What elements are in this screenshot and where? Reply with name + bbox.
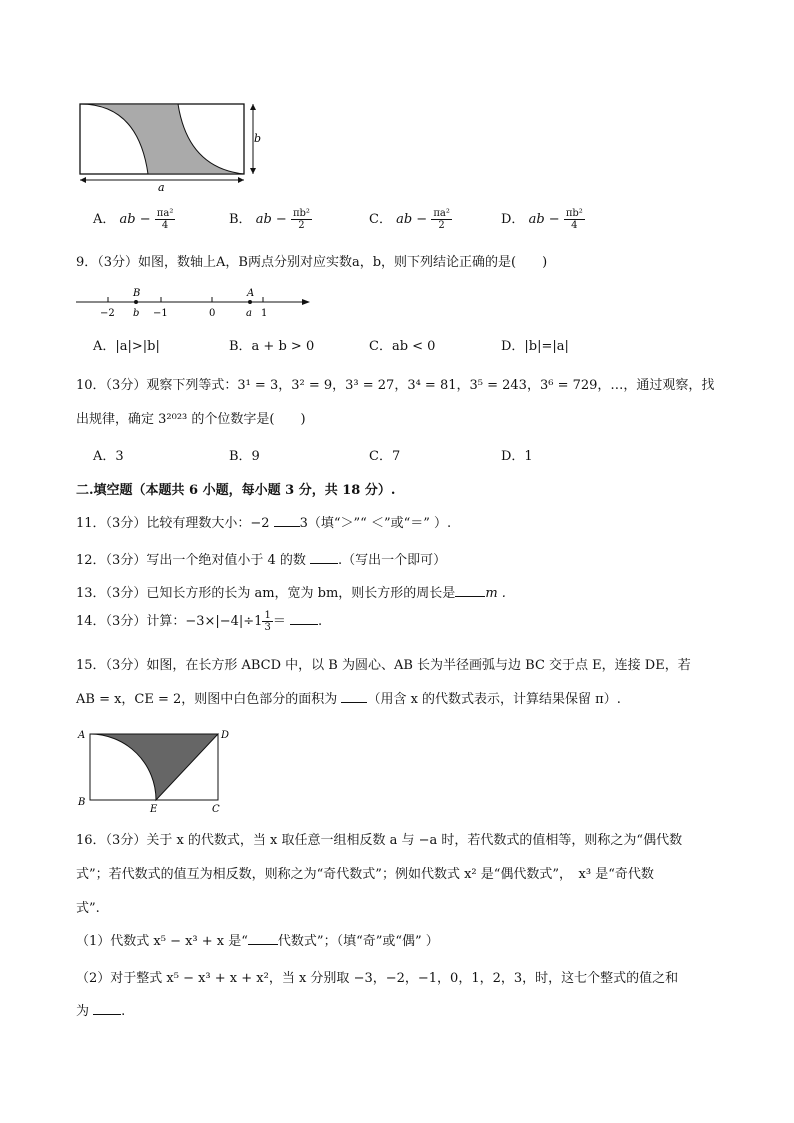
- q14-text-post: .: [318, 614, 323, 629]
- answer-blank[interactable]: [248, 944, 278, 945]
- q14: [76, 610, 322, 633]
- q10-option-b[interactable]: B．9: [229, 449, 260, 464]
- q8-option-b[interactable]: [229, 208, 312, 231]
- vertex-c: C: [212, 804, 220, 815]
- q12-text: 12．（3分）写出一个绝对值小于 4 的数: [76, 553, 310, 568]
- q12-text-post: .（写出一个即可）: [337, 553, 447, 568]
- answer-blank[interactable]: [274, 526, 300, 527]
- point-b-label: B: [133, 288, 141, 299]
- q14-text: 14．（3分）计算：−3×|−4|÷1: [76, 614, 263, 629]
- vertex-b: B: [78, 797, 86, 808]
- option-letter: C．: [369, 212, 392, 227]
- q11-text: 11．（3分）比较有理数大小：−2: [76, 516, 274, 531]
- q8-option-a[interactable]: [93, 208, 175, 231]
- q9-option-b[interactable]: B．a + b > 0: [229, 339, 315, 354]
- q9-stem: 9．（3分）如图，数轴上A，B两点分别对应实数a，b，则下列结论正确的是( ): [76, 255, 548, 270]
- option-expr: ab −: [528, 212, 560, 227]
- q15-text-post: （用含 x 的代数式表示，计算结果保留 π）.: [367, 692, 621, 707]
- q16-sub2-line1: （2）对于整式 x⁵ − x³ + x + x²，当 x 分别取 −3，−2，−1，0，1，2，3，时，这七个整式的值之和: [76, 971, 679, 986]
- fraction: $\frac{\text{πa²}}{4}$: [156, 208, 174, 231]
- q11-text-post: 3（填“＞”“ ＜”或“＝” ）.: [299, 516, 452, 531]
- equals: ＝: [272, 614, 286, 629]
- tick-label: −2: [100, 308, 115, 319]
- q15-text: AB = x，CE = 2，则图中白色部分的面积为: [76, 692, 342, 707]
- q10-line2: 出规律，确定 3²⁰²³ 的个位数字是( ): [76, 412, 306, 427]
- fraction: $\frac{1}{3}$: [264, 610, 271, 633]
- vertex-a: A: [78, 730, 86, 741]
- q12: [76, 549, 446, 568]
- vertex-d: D: [221, 730, 230, 741]
- q13: [76, 582, 506, 601]
- q10-option-c[interactable]: C．7: [369, 449, 401, 464]
- q9-option-a[interactable]: A．|a|>|b|: [93, 339, 160, 354]
- q16-line2: 式”；若代数式的值互为相反数，则称之为“奇代数式”；例如代数式 x² 是“偶代数式”， x³ 是“奇代数: [76, 867, 654, 882]
- q8-rectangle-figure: [70, 98, 270, 192]
- answer-blank[interactable]: [290, 624, 318, 625]
- q8-option-c[interactable]: [369, 208, 452, 231]
- tick-label: −1: [153, 308, 168, 319]
- option-expr: ab −: [396, 212, 428, 227]
- q11: [76, 512, 451, 531]
- q9-number-line: [70, 284, 320, 322]
- tick-label: 1: [261, 308, 268, 319]
- fig8-label-a: a: [158, 181, 165, 192]
- tick-label: 0: [209, 308, 216, 319]
- fig8-label-b: b: [254, 132, 262, 145]
- q16-line3: 式”.: [76, 901, 100, 916]
- answer-blank[interactable]: [341, 702, 367, 703]
- q9-option-c[interactable]: C．ab < 0: [369, 339, 436, 354]
- q10-option-d[interactable]: D．1: [501, 449, 533, 464]
- point-b-value: b: [133, 308, 140, 319]
- option-letter: B．: [229, 212, 252, 227]
- q8-option-d[interactable]: [501, 208, 585, 231]
- q9-option-d[interactable]: D．|b|=|a|: [501, 339, 569, 354]
- q16-sub1-text: （1）代数式 x⁵ − x³ + x 是“: [76, 934, 248, 949]
- fraction: $\frac{\text{πb²}}{2}$: [292, 208, 310, 231]
- q15-line1: 15．（3分）如图，在长方形 ABCD 中，以 B 为圆心、AB 长为半径画弧与边 BC 交于点 E，连接 DE，若: [76, 658, 691, 673]
- q10-option-a[interactable]: A．3: [93, 449, 124, 464]
- q16-sub2-line2: [76, 1000, 125, 1019]
- answer-blank[interactable]: [455, 596, 485, 597]
- option-expr: ab −: [255, 212, 287, 227]
- option-letter: D．: [501, 212, 525, 227]
- section-heading: 二.填空题（本题共 6 小题，每小题 3 分，共 18 分）.: [76, 483, 396, 498]
- fraction: $\frac{\text{πa²}}{2}$: [433, 208, 450, 231]
- option-letter: A．: [93, 212, 116, 227]
- q16-sub1-text-post: 代数式”；（填“奇”或“偶” ）: [277, 934, 439, 949]
- vertex-e: E: [150, 804, 158, 815]
- answer-blank[interactable]: [310, 563, 338, 564]
- q13-text-post: m .: [485, 586, 506, 601]
- q16-sub2-text: 为: [76, 1004, 94, 1019]
- q10-line1: 10．（3分）观察下列等式：3¹ = 3，3² = 9，3³ = 27，3⁴ = 81，3⁵ = 243，3⁶ = 729，…，通过观察，找: [76, 378, 715, 393]
- q16-sub1: [76, 930, 439, 949]
- q16-sub2-text-post: .: [121, 1004, 126, 1019]
- q15-line2: [76, 688, 621, 707]
- fraction: $\frac{\text{πb²}}{4}$: [565, 208, 583, 231]
- point-a-value: a: [246, 308, 252, 319]
- answer-blank[interactable]: [93, 1014, 121, 1015]
- q15-rectangle-figure: [72, 724, 232, 816]
- point-a-label: A: [247, 288, 255, 299]
- q13-text: 13．（3分）已知长方形的长为 am，宽为 bm，则长方形的周长是: [76, 586, 456, 601]
- q16-line1: 16．（3分）关于 x 的代数式，当 x 取任意一组相反数 a 与 −a 时，若代数式的值相等，则称之为“偶代数: [76, 833, 683, 848]
- option-expr: ab −: [119, 212, 151, 227]
